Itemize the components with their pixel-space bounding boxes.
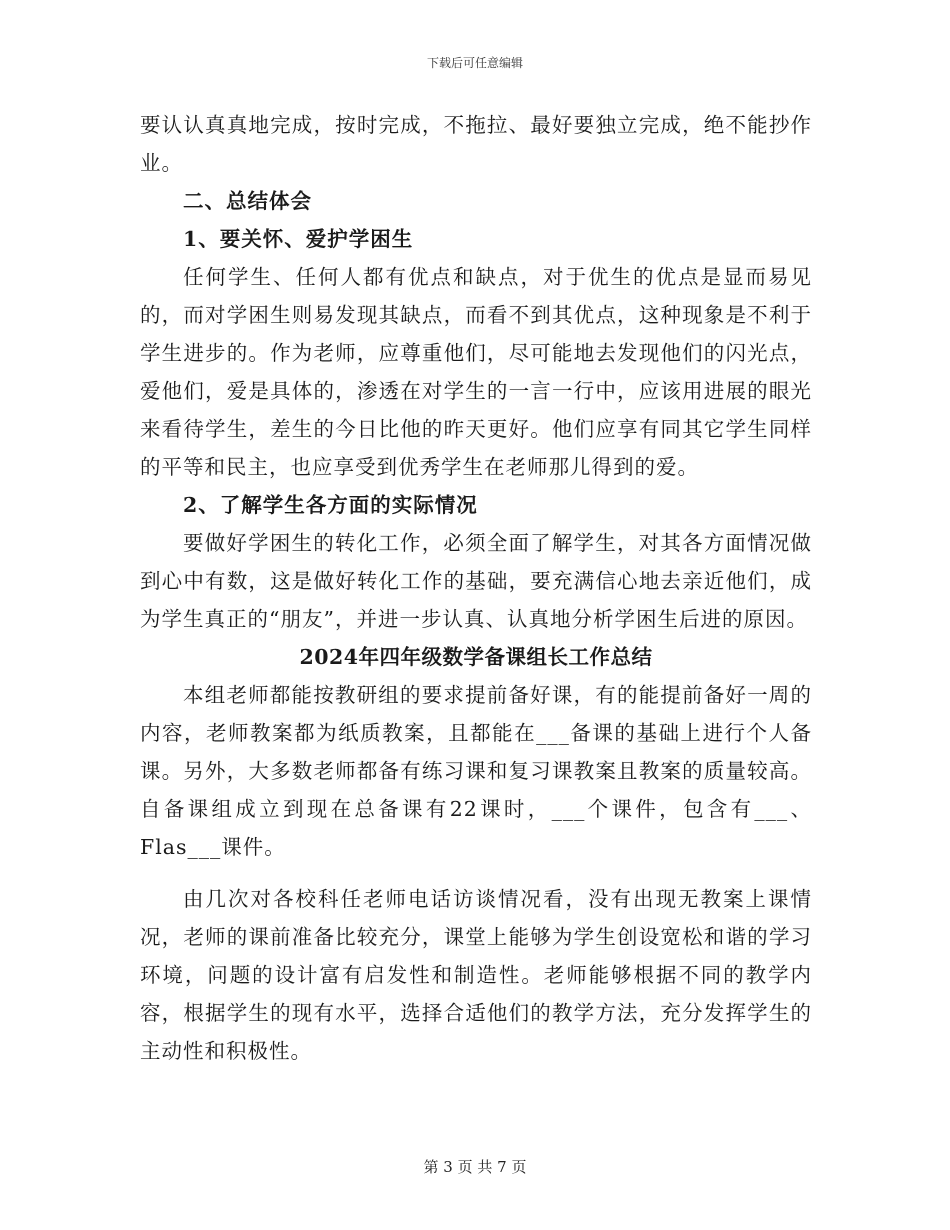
paragraph-interviews: 由几次对各校科任老师电话访谈情况看，没有出现无教案上课情况，老师的课前准备比较充分，课堂上能够为学生创设宽松和谐的学习环境，问题的设计富有启发性和制造性。老师能够根据不同的教学内容，根据学生的现有水平，选择合适他们的教学方法，充分发挥学生的主动性和积极性。 (140, 887, 812, 1063)
paragraph-homework: 要认认真真地完成，按时完成，不拖拉、最好要独立完成，绝不能抄作业。 (140, 113, 812, 175)
paragraph-understand: 要做好学困生的转化工作，必须全面了解学生，对其各方面情况做到心中有数，这是做好转化工作的基础，要充满信心地去亲近他们，成为学生真正的“朋友”，并进一步认真、认真地分析学困生后进的原因。 (140, 531, 812, 631)
page-footer: 第 3 页 共 7 页 (423, 1158, 527, 1176)
paragraph-lesson-prep: 本组老师都能按教研组的要求提前备好课，有的能提前备好一周的内容，老师教案都为纸质教案，且都能在___备课的基础上进行个人备课。另外，大多数老师都备有练习课和复习课教案且教案的质量较高。自备课组成立到现在总备课有22课时，___个课件，包含有___、Flas___课件。 (140, 683, 812, 859)
subheading-care: 1、要关怀、爱护学困生 (183, 227, 414, 251)
section-heading-summary: 二、总结体会 (183, 189, 313, 213)
page-header: 下载后可任意编辑 (426, 56, 523, 70)
document-body (140, 106, 812, 1070)
paragraph-care: 任何学生、任何人都有优点和缺点，对于优生的优点是显而易见的，而对学困生则易发现其缺点，而看不到其优点，这种现象是不利于学生进步的。作为老师，应尊重他们，尽可能地去发现他们的闪光点，爱他们，爱是具体的，渗透在对学生的一言一行中，应该用进展的眼光来看待学生，差生的今日比他的昨天更好。他们应享有同其它学生同样的平等和民主，也应享受到优秀学生在老师那儿得到的爱。 (140, 265, 812, 479)
document-title: 2024年四年级数学备课组长工作总结 (299, 645, 653, 669)
subheading-understand: 2、了解学生各方面的实际情况 (183, 493, 478, 517)
